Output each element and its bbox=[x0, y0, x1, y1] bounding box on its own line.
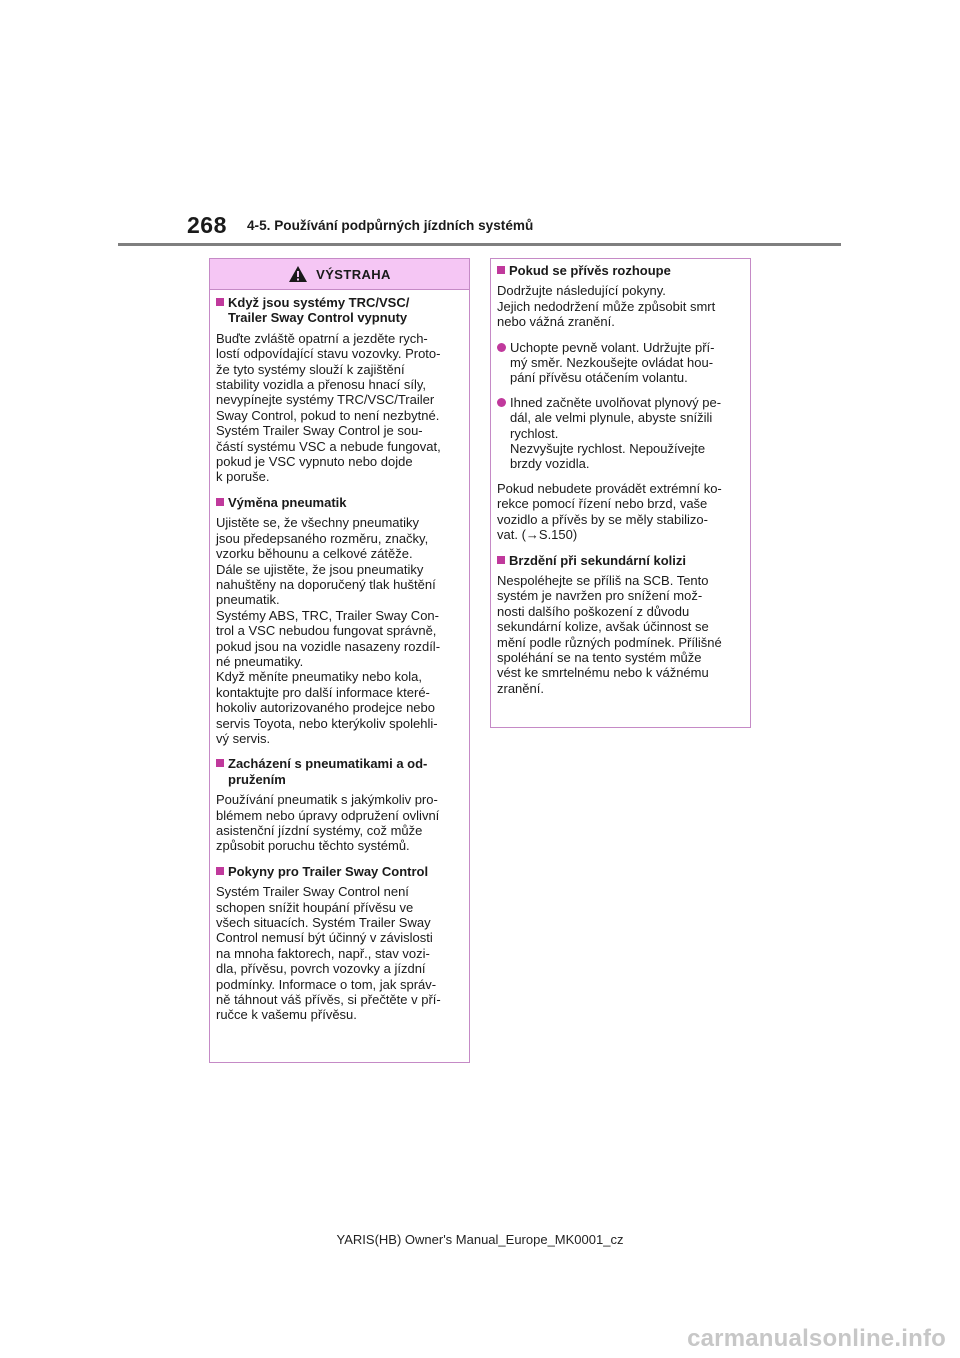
warning-label: VÝSTRAHA bbox=[316, 266, 391, 282]
section-tire-replacement bbox=[216, 495, 463, 747]
section-heading: Zacházení s pneumatikami a od- pružením bbox=[228, 756, 428, 787]
warning-triangle-icon bbox=[288, 265, 308, 283]
section-heading: Když jsou systémy TRC/VSC/ Trailer Sway Control vypnuty bbox=[228, 295, 410, 326]
bullet-text: Uchopte pevně volant. Udržujte pří- mý směr. Nezkoušejte ovládat hou- pání přívěsu otáčením volantu. bbox=[510, 339, 715, 386]
square-bullet-icon bbox=[216, 759, 224, 767]
section-trc-vsc-off bbox=[216, 295, 463, 485]
warning-box-right bbox=[490, 258, 751, 728]
footer-manual-id: YARIS(HB) Owner's Manual_Europe_MK0001_cz bbox=[336, 1232, 624, 1247]
section-tires-suspension bbox=[216, 756, 463, 853]
section-heading: Pokud se přívěs rozhoupe bbox=[509, 263, 671, 278]
bullet-text: Ihned začněte uvolňovat plynový pe- dál, ale velmi plynule, abyste snížili rychlost. Nezvyšujte rychlost. Nepoužívejte brzdy vozidla. bbox=[510, 394, 722, 472]
list-item bbox=[497, 340, 744, 386]
section-heading: Výměna pneumatik bbox=[228, 494, 347, 510]
section-heading: Brzdění při sekundární kolizi bbox=[509, 552, 686, 568]
square-bullet-icon bbox=[216, 498, 224, 506]
section-heading: Pokyny pro Trailer Sway Control bbox=[228, 863, 429, 879]
section-trailer-sways bbox=[497, 263, 744, 543]
section-secondary-collision-braking bbox=[497, 553, 744, 697]
list-item bbox=[497, 395, 744, 472]
section-text: Dodržujte následující pokyny. Jejich nedodržení může způsobit smrt nebo vážná zranění. bbox=[497, 283, 716, 330]
section-text: Nespoléhejte se příliš na SCB. Tento systém je navržen pro snížení mož- nosti dalšího poškození z důvodu sekundární kolize, avšak účinnost se mění podle různých podmínek. Přílišné spoléhání se na tento systém může vést ke smrtelnému nebo k vážnému zranění. bbox=[497, 572, 722, 696]
square-bullet-icon bbox=[216, 867, 224, 875]
warning-box-left bbox=[209, 258, 470, 1063]
section-trailer-sway-control bbox=[216, 864, 463, 1023]
section-text: Buďte zvláště opatrní a jezděte rych- lostí odpovídající stavu vozovky. Proto- že tyto systémy slouží k zajištění stability vozidla a přenosu hnací síly, nevypínejte systémy TRC/VSC/Trailer Sway Control, pokud to není nezbytné. Systém Trailer Sway Control je sou- částí systému VSC a nebude fungovat, pokud je VSC vypnuto nebo dojde k poruše. bbox=[216, 330, 441, 485]
section-text: Pokud nebudete provádět extrémní ko- rekce pomocí řízení nebo brzd, vaše vozidlo a přívěs by se měly stabilizo- vat. (→S.150) bbox=[497, 480, 722, 543]
watermark: carmanualsonline.info bbox=[687, 1325, 946, 1352]
section-text: Systém Trailer Sway Control není schopen snížit houpání přívěsu ve všech situacích. Systém Trailer Sway Control nemusí být účinný v závislosti na mnoha faktorech, např., stav vozi- dla, přívěsu, povrch vozovky a jízdní podmínky. Informace o tom, jak správ- ně táhnout váš přívěs, si přečtěte v pří- ručce k vašemu přívěsu. bbox=[216, 884, 441, 1023]
warning-header bbox=[210, 259, 469, 290]
round-bullet-icon bbox=[497, 343, 506, 352]
section-text: Ujistěte se, že všechny pneumatiky jsou předepsaného rozměru, značky, vzorku běhounu a celkové zátěže. Dále se ujistěte, že jsou pneumatiky nahuštěny na doporučený tlak huštění pneumatik. Systémy ABS, TRC, Trailer Sway Con- trol a VSC nebudou fungovat správně, pokud jsou na vozidle nasazeny rozdíl- né pneumatiky. Když měníte pneumatiky nebo kola, kontaktujte pro další informace které- hokoliv autorizovaného prodejce nebo servis Toyota, nebo kterýkoliv spolehli- vý servis. bbox=[216, 515, 441, 746]
square-bullet-icon bbox=[497, 266, 505, 274]
section-title: 4-5. Používání podpůrných jízdních systémů bbox=[247, 218, 534, 233]
round-bullet-icon bbox=[497, 398, 506, 407]
section-text: Používání pneumatik s jakýmkoliv pro- blémem nebo úpravy odpružení ovlivní asistenční jízdní systémy, což může způsobit poruchu těchto systémů. bbox=[216, 792, 440, 854]
header-rule bbox=[118, 243, 841, 246]
square-bullet-icon bbox=[497, 556, 505, 564]
square-bullet-icon bbox=[216, 298, 224, 306]
page-number: 268 bbox=[187, 212, 227, 238]
